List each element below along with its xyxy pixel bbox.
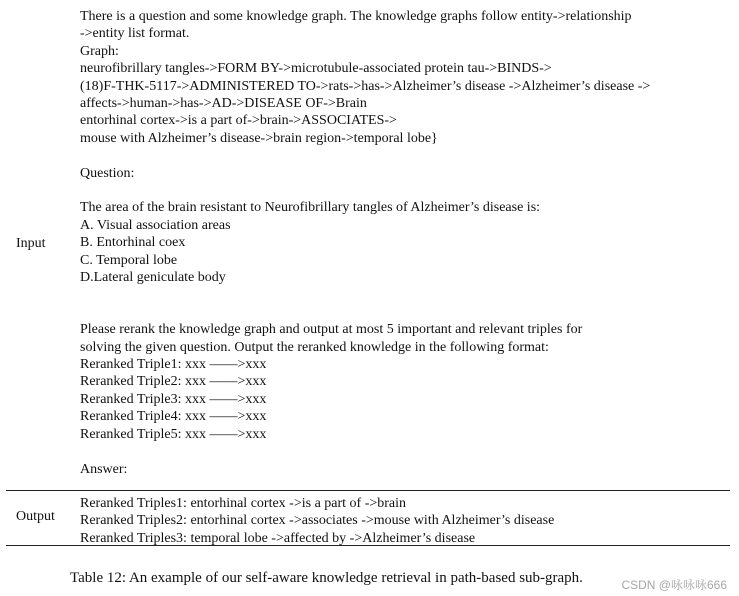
prompt-line-1: There is a question and some knowledge graph. The knowledge graphs follow entity->relationship	[80, 9, 632, 24]
graph-line-4: entorhinal cortex->is a part of->brain->ASSOCIATES->	[80, 113, 397, 129]
option-d: D.Lateral geniculate body	[80, 270, 226, 286]
question-text: The area of the brain resistant to Neurofibrillary tangles of Alzheimer’s disease is:	[80, 200, 541, 216]
format-line-1: Reranked Triple1: xxx ——>xxx	[80, 357, 267, 373]
output-triple-1: Reranked Triples1: entorhinal cortex ->is a part of ->brain	[80, 496, 407, 511]
input-content	[80, 8, 726, 478]
instruction-line-2: solving the given question. Output the reranked knowledge in the following format:	[80, 339, 549, 355]
example-table	[6, 2, 730, 546]
output-label: Output	[16, 509, 55, 524]
output-triple-2: Reranked Triples2: entorhinal cortex ->associates ->mouse with Alzheimer’s disease	[80, 513, 555, 529]
output-row	[6, 491, 730, 546]
question-heading: Question:	[80, 165, 135, 181]
format-line-2: Reranked Triple2: xxx ——>xxx	[80, 374, 267, 390]
format-line-4: Reranked Triple4: xxx ——>xxx	[80, 409, 267, 425]
csdn-watermark: CSDN @咏咏咏666	[621, 578, 727, 592]
answer-heading: Answer:	[80, 461, 128, 477]
format-line-3: Reranked Triple3: xxx ——>xxx	[80, 391, 267, 407]
input-label: Input	[16, 236, 46, 251]
output-triple-3: Reranked Triples3: temporal lobe ->affected by ->Alzheimer’s disease	[80, 530, 476, 546]
graph-line-5: mouse with Alzheimer’s disease->brain region->temporal lobe}	[80, 130, 438, 146]
output-content	[80, 495, 726, 547]
option-b: B. Entorhinal coex	[80, 235, 186, 251]
prompt-line-2: ->entity list format.	[80, 26, 190, 42]
option-a: A. Visual association areas	[80, 217, 231, 233]
instruction-line-1: Please rerank the knowledge graph and output at most 5 important and relevant triples for	[80, 322, 583, 338]
graph-line-1: neurofibrillary tangles->FORM BY->microtubule-associated protein tau->BINDS->	[80, 61, 552, 77]
table-caption: Table 12: An example of our self-aware knowledge retrieval in path-based sub-graph.	[70, 570, 583, 586]
format-line-5: Reranked Triple5: xxx ——>xxx	[80, 426, 267, 442]
graph-heading: Graph:	[80, 43, 119, 59]
input-row	[6, 2, 730, 491]
option-c: C. Temporal lobe	[80, 252, 178, 268]
graph-line-2: (18)F-THK-5117->ADMINISTERED TO->rats->has->Alzheimer’s disease ->Alzheimer’s disease ->	[80, 78, 651, 94]
graph-line-3: affects->human->has->AD->DISEASE OF->Brain	[80, 96, 367, 112]
